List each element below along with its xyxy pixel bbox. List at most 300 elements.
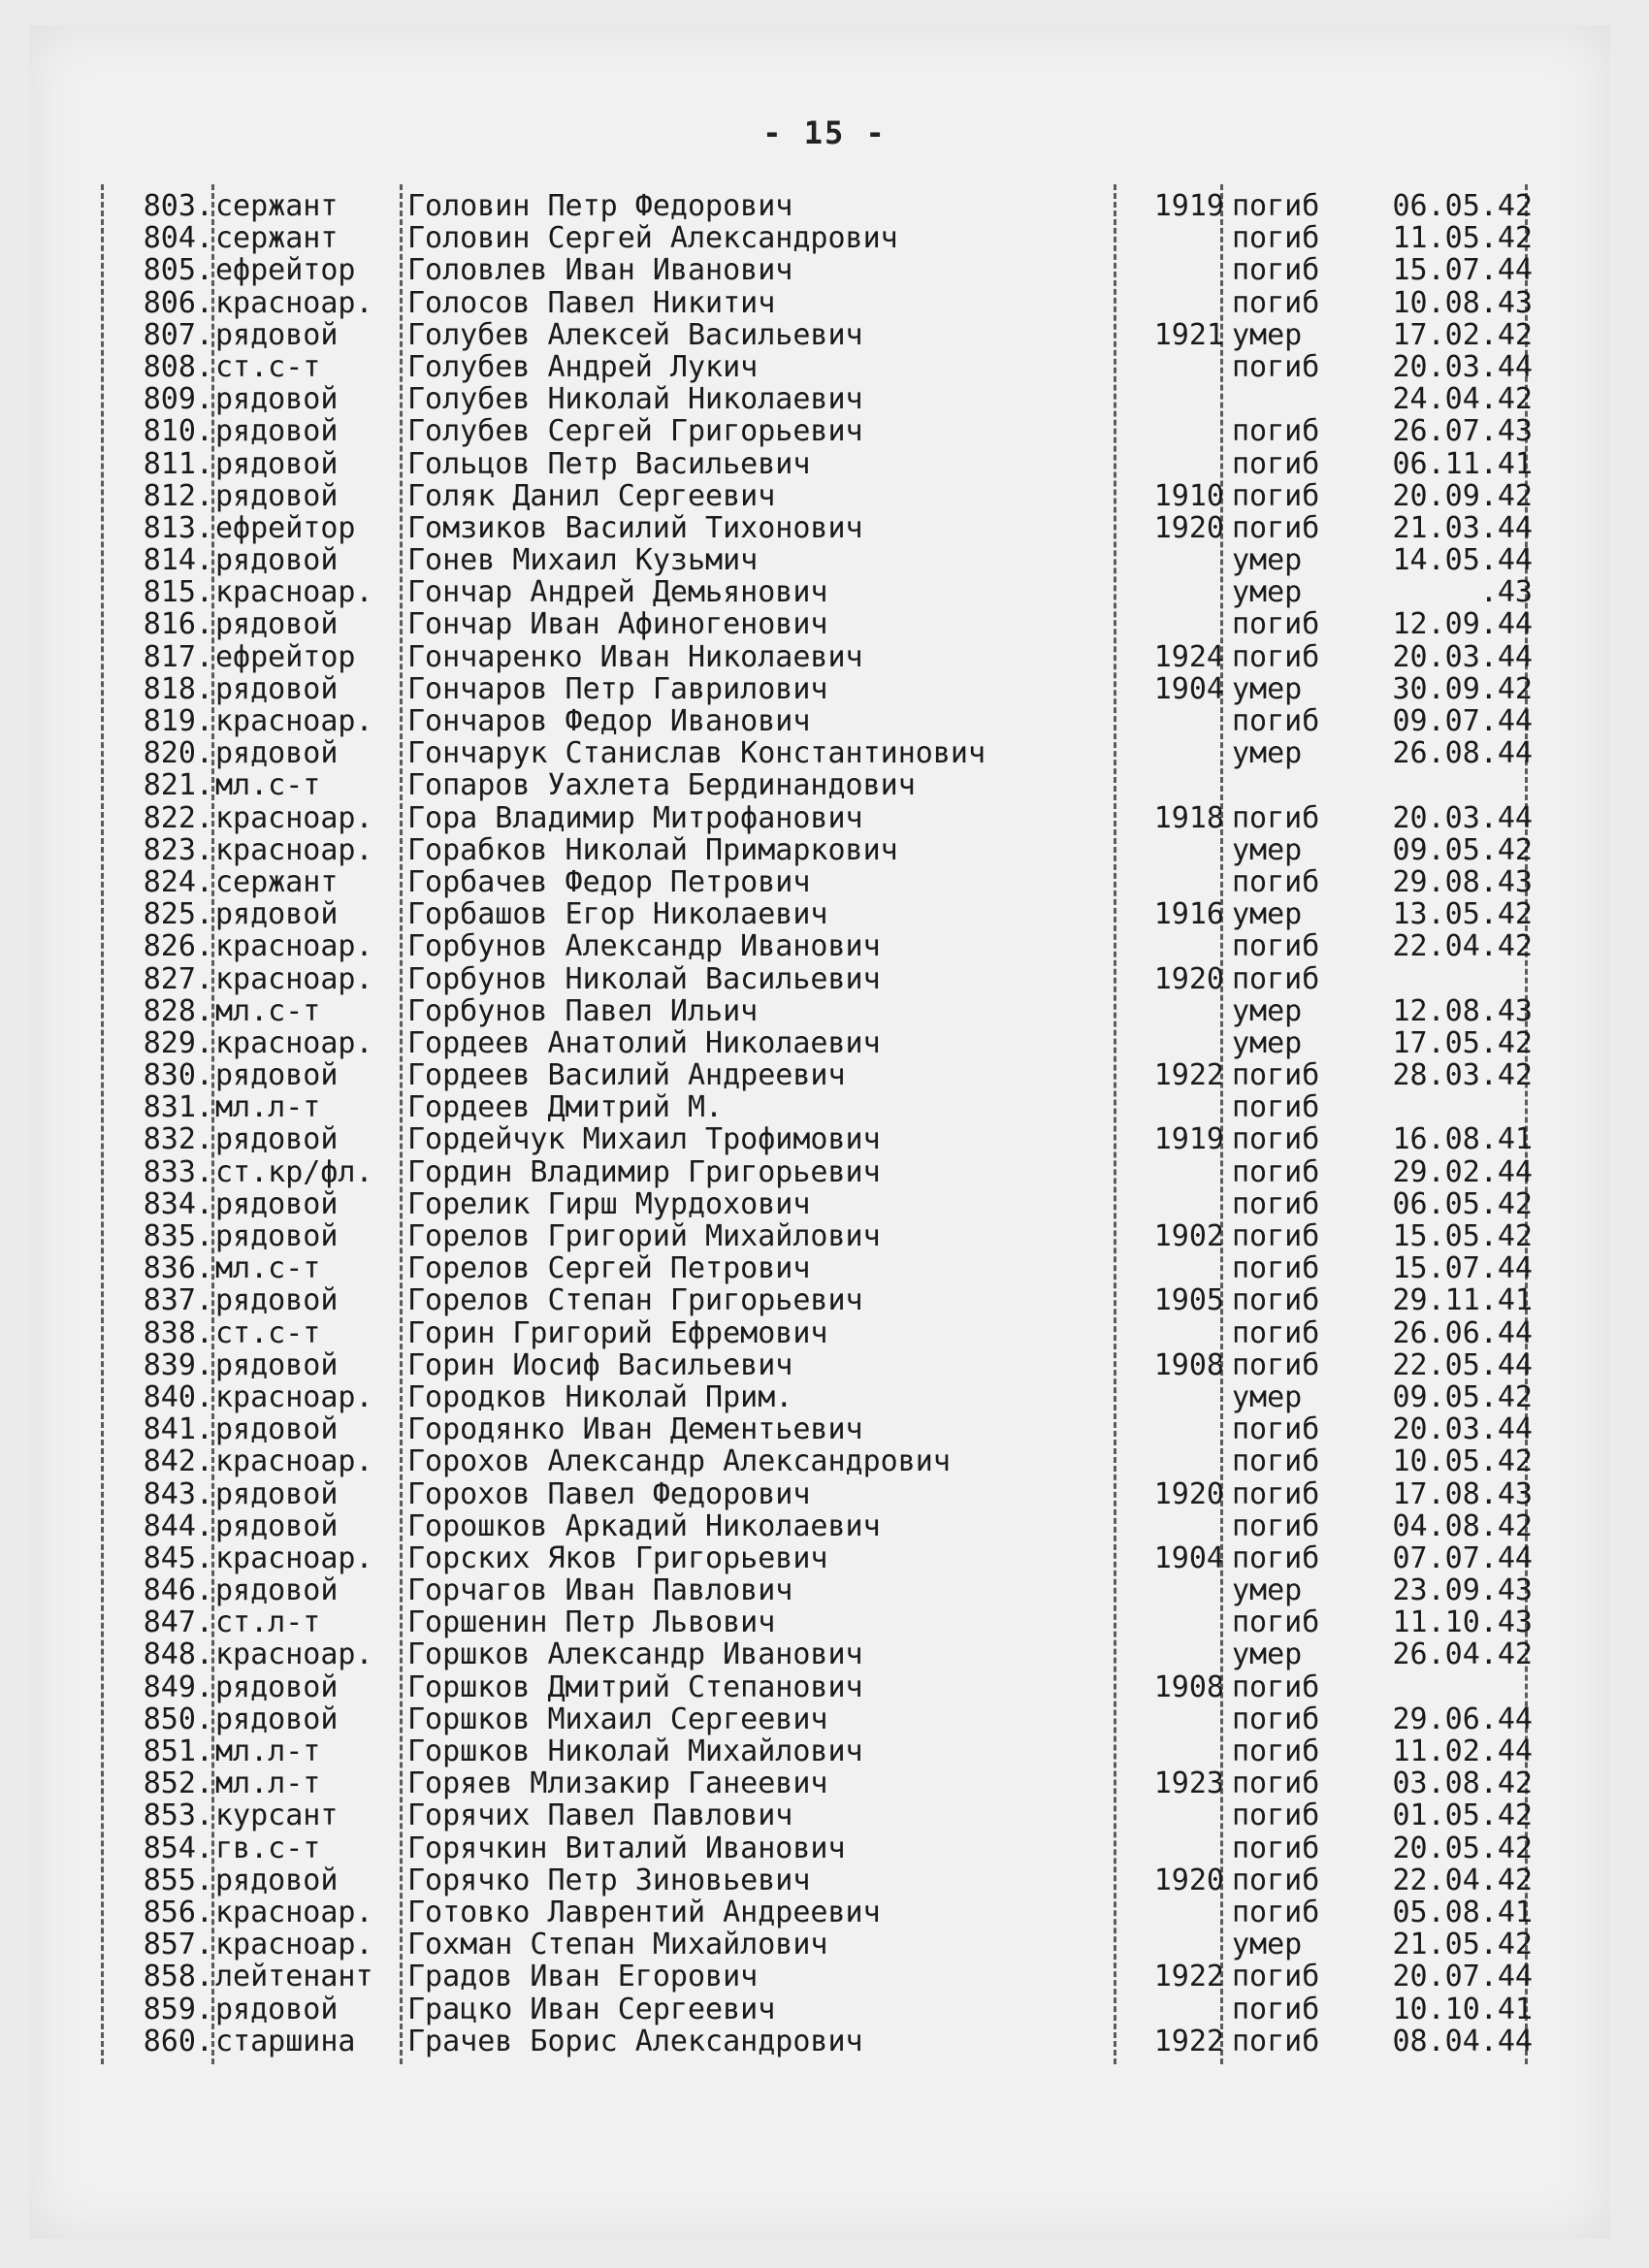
rank: красноар. — [215, 1928, 373, 1962]
rank: мл.с-т — [215, 1251, 321, 1286]
date: 22.04.42 — [1392, 1863, 1533, 1897]
entry-number: 804. — [143, 221, 213, 256]
status: умер — [1232, 897, 1303, 932]
entry-number: 808. — [143, 349, 213, 384]
date: 09.05.42 — [1392, 1379, 1533, 1414]
rank: мл.л-т — [215, 1090, 321, 1125]
date: 10.10.41 — [1392, 1992, 1533, 2026]
rank: рядовой — [215, 382, 339, 417]
rank: рядовой — [215, 671, 339, 706]
status: погиб — [1232, 349, 1320, 384]
full-name: Горохов Павел Федорович — [407, 1476, 811, 1511]
entry-number: 842. — [143, 1444, 213, 1479]
birth-year: 1920 — [1153, 1476, 1224, 1511]
full-name: Гончаренко Иван Николаевич — [407, 639, 863, 674]
entry-number: 809. — [143, 382, 213, 417]
rank: рядовой — [215, 1476, 339, 1511]
full-name: Горшков Александр Иванович — [407, 1637, 863, 1672]
table-row — [97, 1059, 1552, 1091]
birth-year: 1908 — [1153, 1347, 1224, 1382]
entry-number: 813. — [143, 510, 213, 545]
table-row — [97, 2025, 1552, 2057]
date: 11.02.44 — [1392, 1734, 1533, 1768]
rank: сержант — [215, 221, 339, 256]
rank: рядовой — [215, 1669, 339, 1704]
rank: красноар. — [215, 1540, 373, 1575]
date: 15.07.44 — [1392, 253, 1533, 288]
entry-number: 826. — [143, 929, 213, 964]
full-name: Гохман Степан Михайлович — [407, 1928, 828, 1962]
status: погиб — [1232, 1540, 1320, 1575]
full-name: Гончарук Станислав Константинович — [407, 736, 986, 771]
entry-number: 817. — [143, 639, 213, 674]
date: 06.11.41 — [1392, 446, 1533, 481]
rank: красноар. — [215, 704, 373, 738]
status: погиб — [1232, 1154, 1320, 1189]
birth-year: 1920 — [1153, 1863, 1224, 1897]
table-row — [97, 319, 1552, 351]
table-row — [97, 1349, 1552, 1381]
date: 11.05.42 — [1392, 221, 1533, 256]
table-row — [97, 1799, 1552, 1831]
status: погиб — [1232, 704, 1320, 738]
entry-number: 823. — [143, 832, 213, 867]
date: 29.02.44 — [1392, 1154, 1533, 1189]
full-name: Головин Сергей Александрович — [407, 221, 898, 256]
date: 06.05.42 — [1392, 189, 1533, 223]
birth-year: 1905 — [1153, 1283, 1224, 1318]
date: 20.03.44 — [1392, 639, 1533, 674]
date: 29.08.43 — [1392, 864, 1533, 899]
rank: старшина — [215, 2024, 356, 2058]
status: погиб — [1232, 253, 1320, 288]
rank: рядовой — [215, 1412, 339, 1447]
date: 04.08.42 — [1392, 1508, 1533, 1543]
entry-number: 845. — [143, 1540, 213, 1575]
full-name: Голубев Алексей Васильевич — [407, 317, 863, 352]
entry-number: 834. — [143, 1186, 213, 1221]
full-name: Грацко Иван Сергеевич — [407, 1992, 776, 2026]
status: погиб — [1232, 221, 1320, 256]
table-row — [97, 1413, 1552, 1445]
entry-number: 843. — [143, 1476, 213, 1511]
table-row — [97, 1960, 1552, 1993]
date: 29.11.41 — [1392, 1283, 1533, 1318]
date: 17.05.42 — [1392, 1025, 1533, 1060]
status: погиб — [1232, 446, 1320, 481]
status: умер — [1232, 736, 1303, 771]
birth-year: 1922 — [1153, 1058, 1224, 1093]
full-name: Горелов Сергей Петрович — [407, 1251, 811, 1286]
entry-number: 856. — [143, 1895, 213, 1929]
date: 29.06.44 — [1392, 1701, 1533, 1736]
status: умер — [1232, 1637, 1303, 1672]
status: погиб — [1232, 1283, 1320, 1318]
entry-number: 857. — [143, 1928, 213, 1962]
full-name: Готовко Лаврентий Андреевич — [407, 1895, 881, 1929]
birth-year: 1919 — [1153, 189, 1224, 223]
date: 01.05.42 — [1392, 1798, 1533, 1833]
full-name: Городянко Иван Дементьевич — [407, 1412, 863, 1447]
entry-number: 839. — [143, 1347, 213, 1382]
rank: ст.с-т — [215, 349, 321, 384]
rank: мл.с-т — [215, 993, 321, 1028]
birth-year: 1924 — [1153, 639, 1224, 674]
entry-number: 827. — [143, 961, 213, 996]
table-row — [97, 1832, 1552, 1864]
entry-number: 810. — [143, 414, 213, 449]
status: погиб — [1232, 414, 1320, 449]
birth-year: 1918 — [1153, 800, 1224, 835]
entry-number: 859. — [143, 1992, 213, 2026]
table-row — [97, 1896, 1552, 1928]
birth-year: 1916 — [1153, 897, 1224, 932]
full-name: Голубев Сергей Григорьевич — [407, 414, 863, 449]
table-row — [97, 544, 1552, 576]
entry-number: 803. — [143, 189, 213, 223]
date: 21.03.44 — [1392, 510, 1533, 545]
rank: рядовой — [215, 414, 339, 449]
status: погиб — [1232, 1701, 1320, 1736]
birth-year: 1904 — [1153, 1540, 1224, 1575]
table-row — [97, 1091, 1552, 1123]
rank: рядовой — [215, 1122, 339, 1157]
entry-number: 815. — [143, 575, 213, 610]
full-name: Горячко Петр Зиновьевич — [407, 1863, 811, 1897]
rank: рядовой — [215, 446, 339, 481]
status: умер — [1232, 1573, 1303, 1608]
rank: рядовой — [215, 1573, 339, 1608]
entry-number: 805. — [143, 253, 213, 288]
date: 22.05.44 — [1392, 1347, 1533, 1382]
full-name: Горошков Аркадий Николаевич — [407, 1508, 881, 1543]
table-row — [97, 1638, 1552, 1670]
date: 20.03.44 — [1392, 1412, 1533, 1447]
birth-year: 1921 — [1153, 317, 1224, 352]
table-row — [97, 254, 1552, 286]
full-name: Гончаров Федор Иванович — [407, 704, 811, 738]
date: 12.08.43 — [1392, 993, 1533, 1028]
status: погиб — [1232, 864, 1320, 899]
rank: рядовой — [215, 736, 339, 771]
date: 22.04.42 — [1392, 929, 1533, 964]
entry-number: 855. — [143, 1863, 213, 1897]
status: погиб — [1232, 510, 1320, 545]
table-row — [97, 963, 1552, 995]
rank: ефрейтор — [215, 510, 356, 545]
entry-number: 814. — [143, 543, 213, 578]
date: 08.04.44 — [1392, 2024, 1533, 2058]
table-row — [97, 1220, 1552, 1252]
full-name: Горбунов Павел Ильич — [407, 993, 759, 1028]
table-row — [97, 769, 1552, 801]
table-row — [97, 1252, 1552, 1284]
full-name: Горских Яков Григорьевич — [407, 1540, 828, 1575]
entry-number: 829. — [143, 1025, 213, 1060]
status: погиб — [1232, 1412, 1320, 1447]
full-name: Горшков Михаил Сергеевич — [407, 1701, 828, 1736]
entry-number: 854. — [143, 1831, 213, 1865]
rank: красноар. — [215, 575, 373, 610]
full-name: Гопаров Уахлета Бердинандович — [407, 768, 916, 803]
date: 10.05.42 — [1392, 1444, 1533, 1479]
full-name: Головин Петр Федорович — [407, 189, 793, 223]
table-row — [97, 641, 1552, 673]
rank: ефрейтор — [215, 253, 356, 288]
status: погиб — [1232, 1315, 1320, 1350]
page-number: - 15 - — [762, 114, 887, 151]
birth-year: 1922 — [1153, 2024, 1224, 2058]
full-name: Гордеев Дмитрий М. — [407, 1090, 724, 1125]
full-name: Гордин Владимир Григорьевич — [407, 1154, 881, 1189]
full-name: Гончар Иван Афиногенович — [407, 607, 828, 642]
table-row — [97, 1703, 1552, 1735]
table-row — [97, 898, 1552, 930]
entry-number: 818. — [143, 671, 213, 706]
status: погиб — [1232, 1992, 1320, 2026]
full-name: Горячих Павел Павлович — [407, 1798, 793, 1833]
date: 07.07.44 — [1392, 1540, 1533, 1575]
birth-year: 1910 — [1153, 478, 1224, 513]
birth-year: 1919 — [1153, 1122, 1224, 1157]
date: 06.05.42 — [1392, 1186, 1533, 1221]
date: 24.04.42 — [1392, 382, 1533, 417]
table-row — [97, 930, 1552, 962]
entry-number: 830. — [143, 1058, 213, 1093]
status: погиб — [1232, 1508, 1320, 1543]
table-row — [97, 1542, 1552, 1574]
entry-number: 819. — [143, 704, 213, 738]
status: погиб — [1232, 1090, 1320, 1125]
full-name: Горбунов Александр Иванович — [407, 929, 881, 964]
status: погиб — [1232, 1476, 1320, 1511]
full-name: Горшков Дмитрий Степанович — [407, 1669, 863, 1704]
status: погиб — [1232, 1863, 1320, 1897]
rank: рядовой — [215, 543, 339, 578]
entry-number: 841. — [143, 1412, 213, 1447]
rank: красноар. — [215, 1444, 373, 1479]
entry-number: 831. — [143, 1090, 213, 1125]
status: погиб — [1232, 1251, 1320, 1286]
rank: лейтенант — [215, 1960, 373, 1994]
rank: рядовой — [215, 317, 339, 352]
full-name: Голубев Андрей Лукич — [407, 349, 759, 384]
status: погиб — [1232, 2024, 1320, 2058]
date: 03.08.42 — [1392, 1766, 1533, 1801]
table-row — [97, 1317, 1552, 1349]
full-name: Горин Григорий Ефремович — [407, 1315, 828, 1350]
table-row — [97, 222, 1552, 254]
full-name: Горелов Степан Григорьевич — [407, 1283, 863, 1318]
table-row — [97, 287, 1552, 319]
full-name: Голубев Николай Николаевич — [407, 382, 863, 417]
status: погиб — [1232, 1058, 1320, 1093]
rank: мл.с-т — [215, 768, 321, 803]
birth-year: 1920 — [1153, 510, 1224, 545]
full-name: Горячкин Виталий Иванович — [407, 1831, 846, 1865]
full-name: Гончаров Петр Гаврилович — [407, 671, 828, 706]
rank: ст.л-т — [215, 1605, 321, 1640]
table-row — [97, 608, 1552, 640]
rank: ст.с-т — [215, 1315, 321, 1350]
rank: красноар. — [215, 1379, 373, 1414]
date: 20.03.44 — [1392, 349, 1533, 384]
status: умер — [1232, 1928, 1303, 1962]
rank: рядовой — [215, 1058, 339, 1093]
table-row — [97, 737, 1552, 769]
status: погиб — [1232, 1219, 1320, 1253]
table-row — [97, 415, 1552, 447]
full-name: Голосов Павел Никитич — [407, 285, 776, 320]
entry-number: 837. — [143, 1283, 213, 1318]
status: погиб — [1232, 1960, 1320, 1994]
table-row — [97, 1864, 1552, 1896]
birth-year: 1902 — [1153, 1219, 1224, 1253]
status: погиб — [1232, 478, 1320, 513]
full-name: Гордеев Анатолий Николаевич — [407, 1025, 881, 1060]
status: погиб — [1232, 961, 1320, 996]
status: погиб — [1232, 189, 1320, 223]
table-row — [97, 866, 1552, 898]
table-row — [97, 1767, 1552, 1799]
status: погиб — [1232, 1798, 1320, 1833]
table-row — [97, 1188, 1552, 1220]
table-row — [97, 802, 1552, 834]
date: 10.08.43 — [1392, 285, 1533, 320]
rank: рядовой — [215, 478, 339, 513]
table-row — [97, 1606, 1552, 1638]
rank: красноар. — [215, 1637, 373, 1672]
table-row — [97, 448, 1552, 480]
table-row — [97, 834, 1552, 866]
date: 05.08.41 — [1392, 1895, 1533, 1929]
full-name: Гордейчук Михаил Трофимович — [407, 1122, 881, 1157]
date: 17.02.42 — [1392, 317, 1533, 352]
status: умер — [1232, 993, 1303, 1028]
rank: рядовой — [215, 1508, 339, 1543]
date: 09.05.42 — [1392, 832, 1533, 867]
entry-number: 833. — [143, 1154, 213, 1189]
entry-number: 853. — [143, 1798, 213, 1833]
date: 14.05.44 — [1392, 543, 1533, 578]
table-row — [97, 1510, 1552, 1542]
status: погиб — [1232, 1186, 1320, 1221]
date: 26.07.43 — [1392, 414, 1533, 449]
full-name: Горелик Гирш Мурдохович — [407, 1186, 811, 1221]
entry-number: 847. — [143, 1605, 213, 1640]
rank: гв.с-т — [215, 1831, 321, 1865]
rank: красноар. — [215, 1025, 373, 1060]
status: погиб — [1232, 639, 1320, 674]
date: 09.07.44 — [1392, 704, 1533, 738]
status: погиб — [1232, 1734, 1320, 1768]
full-name: Городков Николай Прим. — [407, 1379, 793, 1414]
table-row — [97, 480, 1552, 512]
date: 20.05.42 — [1392, 1831, 1533, 1865]
date: 26.06.44 — [1392, 1315, 1533, 1350]
entry-number: 848. — [143, 1637, 213, 1672]
date: 13.05.42 — [1392, 897, 1533, 932]
date: 17.08.43 — [1392, 1476, 1533, 1511]
rank: мл.л-т — [215, 1766, 321, 1801]
status: умер — [1232, 575, 1303, 610]
entry-number: 822. — [143, 800, 213, 835]
status: умер — [1232, 543, 1303, 578]
full-name: Гончар Андрей Демьянович — [407, 575, 828, 610]
date: .43 — [1479, 575, 1533, 610]
status: умер — [1232, 832, 1303, 867]
full-name: Горшенин Петр Львович — [407, 1605, 776, 1640]
rank: красноар. — [215, 285, 373, 320]
date: 20.07.44 — [1392, 1960, 1533, 1994]
full-name: Горин Иосиф Васильевич — [407, 1347, 793, 1382]
date: 26.04.42 — [1392, 1637, 1533, 1672]
rank: мл.л-т — [215, 1734, 321, 1768]
birth-year: 1923 — [1153, 1766, 1224, 1801]
rank: красноар. — [215, 929, 373, 964]
table-row — [97, 512, 1552, 544]
table-row — [97, 1478, 1552, 1510]
rank: рядовой — [215, 897, 339, 932]
table-row — [97, 1993, 1552, 2025]
date: 15.07.44 — [1392, 1251, 1533, 1286]
entry-number: 824. — [143, 864, 213, 899]
rank: сержант — [215, 189, 339, 223]
table-row — [97, 995, 1552, 1027]
rank: ефрейтор — [215, 639, 356, 674]
entry-number: 828. — [143, 993, 213, 1028]
status: умер — [1232, 671, 1303, 706]
full-name: Градов Иван Егорович — [407, 1960, 759, 1994]
rank: курсант — [215, 1798, 339, 1833]
full-name: Головлев Иван Иванович — [407, 253, 793, 288]
date: 11.10.43 — [1392, 1605, 1533, 1640]
full-name: Горохов Александр Александрович — [407, 1444, 951, 1479]
entry-number: 812. — [143, 478, 213, 513]
status: погиб — [1232, 800, 1320, 835]
full-name: Горелов Григорий Михайлович — [407, 1219, 881, 1253]
entry-number: 832. — [143, 1122, 213, 1157]
rank: рядовой — [215, 1701, 339, 1736]
status: умер — [1232, 1379, 1303, 1414]
table-row — [97, 673, 1552, 705]
status: погиб — [1232, 1766, 1320, 1801]
entry-number: 844. — [143, 1508, 213, 1543]
full-name: Гольцов Петр Васильевич — [407, 446, 811, 481]
rank: ст.кр/фл. — [215, 1154, 373, 1189]
birth-year: 1904 — [1153, 671, 1224, 706]
entry-number: 806. — [143, 285, 213, 320]
entry-number: 816. — [143, 607, 213, 642]
rank: рядовой — [215, 1863, 339, 1897]
status: погиб — [1232, 1444, 1320, 1479]
status: погиб — [1232, 1347, 1320, 1382]
full-name: Горяев Млизакир Ганеевич — [407, 1766, 828, 1801]
rank: рядовой — [215, 1992, 339, 2026]
date: 20.03.44 — [1392, 800, 1533, 835]
status: погиб — [1232, 607, 1320, 642]
entry-number: 852. — [143, 1766, 213, 1801]
casualty-list — [97, 190, 1552, 2057]
full-name: Грачев Борис Александрович — [407, 2024, 863, 2058]
rank: рядовой — [215, 1347, 339, 1382]
entry-number: 849. — [143, 1669, 213, 1704]
table-row — [97, 1123, 1552, 1155]
full-name: Гомзиков Василий Тихонович — [407, 510, 863, 545]
full-name: Голяк Данил Сергеевич — [407, 478, 776, 513]
full-name: Горбунов Николай Васильевич — [407, 961, 881, 996]
date: 28.03.42 — [1392, 1058, 1533, 1093]
